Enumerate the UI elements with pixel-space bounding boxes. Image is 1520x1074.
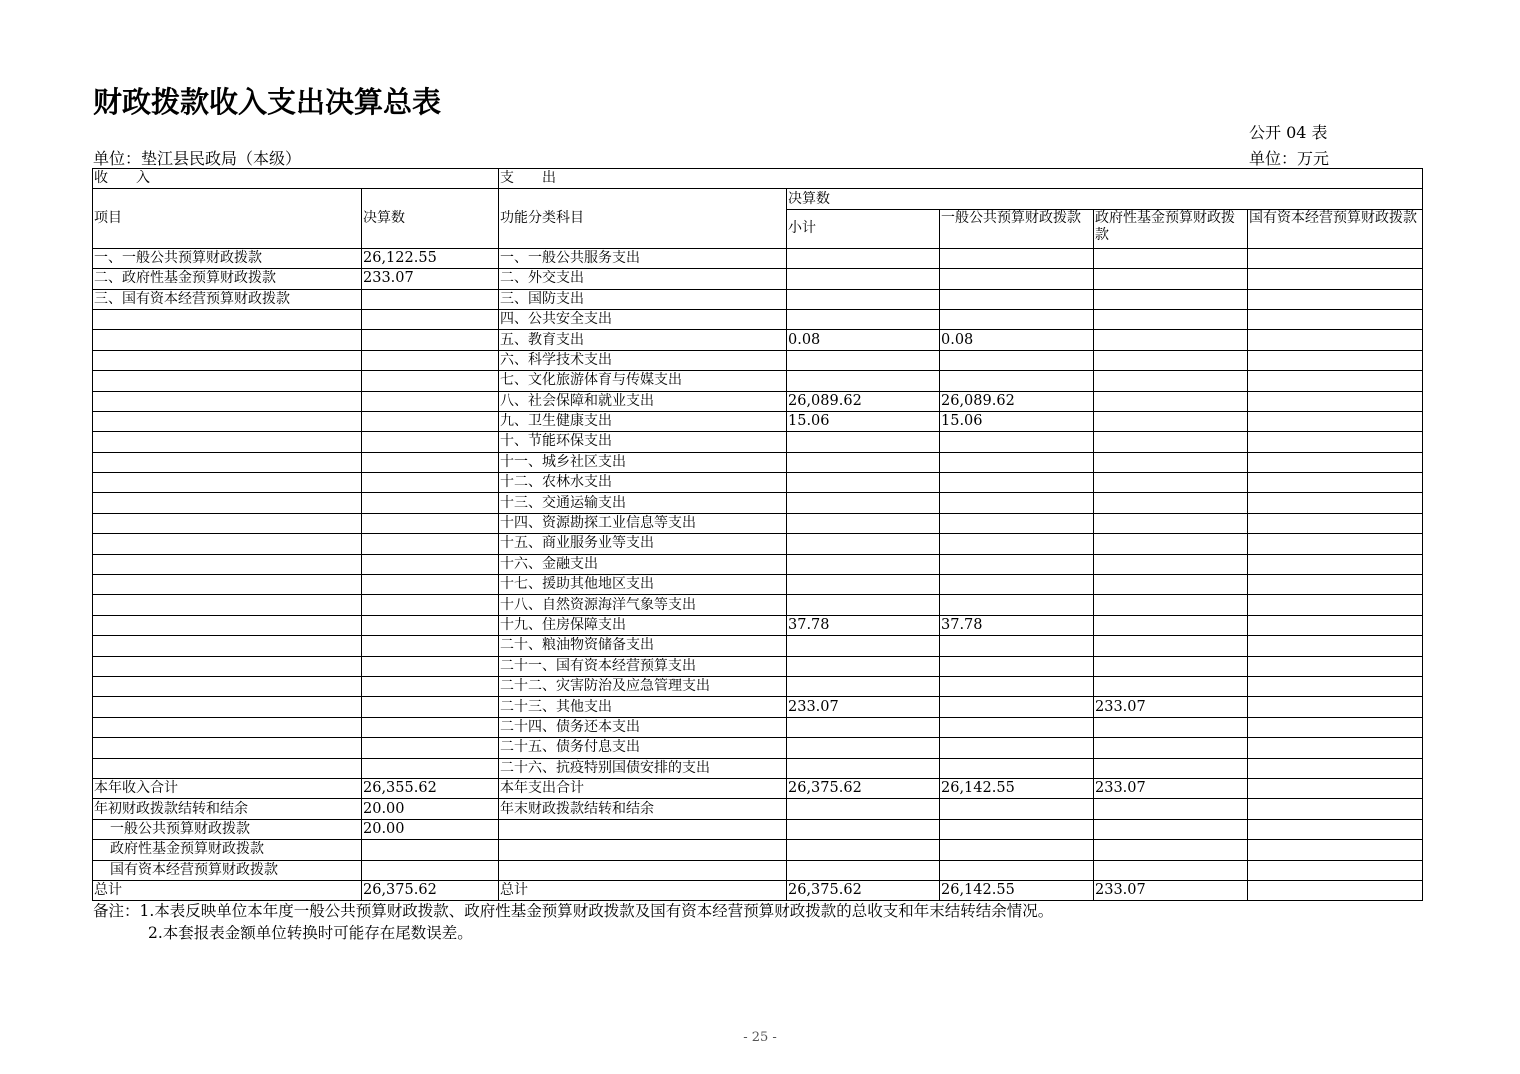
state-capital-cell — [1248, 248, 1423, 268]
subtotal-cell — [787, 452, 940, 472]
state-capital-cell — [1248, 778, 1423, 798]
income-item-cell: 一、一般公共预算财政拨款 — [93, 248, 362, 268]
income-amount-cell — [362, 309, 499, 329]
general-budget-cell: 0.08 — [940, 330, 1094, 350]
category-cell — [499, 840, 787, 860]
state-capital-cell — [1248, 860, 1423, 880]
general-budget-cell — [940, 350, 1094, 370]
gov-fund-cell — [1094, 513, 1248, 533]
state-capital-cell — [1248, 697, 1423, 717]
subtotal-cell: 15.06 — [787, 411, 940, 431]
gov-fund-cell — [1094, 758, 1248, 778]
subtotal-cell: 233.07 — [787, 697, 940, 717]
income-item-cell — [93, 738, 362, 758]
state-capital-cell — [1248, 799, 1423, 819]
state-capital-cell — [1248, 289, 1423, 309]
category-cell: 十三、交通运输支出 — [499, 493, 787, 513]
summary-row — [93, 778, 1423, 798]
general-budget-cell — [940, 575, 1094, 595]
income-item-cell: 一般公共预算财政拨款 — [93, 819, 362, 839]
income-item-cell: 二、政府性基金预算财政拨款 — [93, 269, 362, 289]
state-capital-cell — [1248, 391, 1423, 411]
summary-row — [93, 860, 1423, 880]
subtotal-cell — [787, 473, 940, 493]
general-budget-cell — [940, 819, 1094, 839]
category-cell: 十、节能环保支出 — [499, 432, 787, 452]
state-capital-cell — [1248, 411, 1423, 431]
subtotal-cell — [787, 554, 940, 574]
general-budget-cell — [940, 758, 1094, 778]
income-item-cell — [93, 676, 362, 696]
state-capital-cell — [1248, 309, 1423, 329]
table-row — [93, 758, 1423, 778]
state-capital-cell — [1248, 717, 1423, 737]
gov-fund-cell — [1094, 860, 1248, 880]
general-budget-cell — [940, 676, 1094, 696]
table-row — [93, 350, 1423, 370]
table-row — [93, 473, 1423, 493]
category-cell: 九、卫生健康支出 — [499, 411, 787, 431]
gov-fund-cell — [1094, 269, 1248, 289]
gov-fund-cell — [1094, 738, 1248, 758]
subtotal-cell — [787, 676, 940, 696]
income-item-cell — [93, 656, 362, 676]
income-amount-cell: 26,375.62 — [362, 880, 499, 900]
subtotal-cell — [787, 758, 940, 778]
subtotal-cell — [787, 595, 940, 615]
general-budget-cell — [940, 656, 1094, 676]
gov-fund-cell — [1094, 656, 1248, 676]
category-cell: 本年支出合计 — [499, 778, 787, 798]
gov-fund-cell — [1094, 248, 1248, 268]
general-budget-cell: 26,089.62 — [940, 391, 1094, 411]
gov-fund-cell: 233.07 — [1094, 697, 1248, 717]
state-capital-cell — [1248, 595, 1423, 615]
gov-fund-cell — [1094, 534, 1248, 554]
gov-fund-cell — [1094, 493, 1248, 513]
category-cell: 六、科学技术支出 — [499, 350, 787, 370]
income-amount-cell — [362, 615, 499, 635]
general-budget-cell — [940, 432, 1094, 452]
state-capital-cell — [1248, 656, 1423, 676]
income-item-cell — [93, 717, 362, 737]
category-cell: 五、教育支出 — [499, 330, 787, 350]
form-number: 公开 04 表 — [1249, 123, 1328, 142]
gov-fund-cell — [1094, 676, 1248, 696]
income-item-cell — [93, 350, 362, 370]
income-amount-cell — [362, 452, 499, 472]
note-1: 备注：1.本表反映单位本年度一般公共预算财政拨款、政府性基金预算财政拨款及国有资本经营预算财政拨款的总收支和年末结转结余情况。 — [93, 902, 1054, 920]
state-capital-cell — [1248, 452, 1423, 472]
category-cell: 二十四、债务还本支出 — [499, 717, 787, 737]
reporting-unit: 单位：垫江县民政局（本级） — [93, 149, 302, 168]
subtotal-cell — [787, 799, 940, 819]
income-item-cell — [93, 513, 362, 533]
state-capital-cell — [1248, 676, 1423, 696]
state-capital-cell — [1248, 840, 1423, 860]
table-row — [93, 411, 1423, 431]
subtotal-cell — [787, 636, 940, 656]
summary-row — [93, 880, 1423, 900]
income-amount-cell: 26,355.62 — [362, 778, 499, 798]
state-capital-cell — [1248, 473, 1423, 493]
general-budget-cell — [940, 248, 1094, 268]
income-item-cell — [93, 493, 362, 513]
income-item-cell: 政府性基金预算财政拨款 — [93, 840, 362, 860]
table-row — [93, 493, 1423, 513]
income-amount-cell — [362, 432, 499, 452]
category-cell: 十一、城乡社区支出 — [499, 452, 787, 472]
table-row — [93, 371, 1423, 391]
general-budget-cell — [940, 289, 1094, 309]
subtotal-cell — [787, 513, 940, 533]
gov-fund-cell — [1094, 371, 1248, 391]
subtotal-cell — [787, 309, 940, 329]
gov-fund-cell — [1094, 840, 1248, 860]
subtotal-cell: 0.08 — [787, 330, 940, 350]
table-row — [93, 309, 1423, 329]
state-capital-cell — [1248, 513, 1423, 533]
gov-fund-cell — [1094, 289, 1248, 309]
category-cell: 十五、商业服务业等支出 — [499, 534, 787, 554]
state-capital-cell — [1248, 554, 1423, 574]
income-amount-cell — [362, 554, 499, 574]
general-budget-cell — [940, 493, 1094, 513]
gov-fund-cell: 233.07 — [1094, 778, 1248, 798]
income-item-cell — [93, 432, 362, 452]
general-budget-cell — [940, 738, 1094, 758]
income-item-cell — [93, 636, 362, 656]
subtotal-cell — [787, 432, 940, 452]
category-cell: 一、一般公共服务支出 — [499, 248, 787, 268]
income-amount-cell — [362, 534, 499, 554]
general-budget-cell — [940, 697, 1094, 717]
table-row — [93, 391, 1423, 411]
general-budget-cell — [940, 513, 1094, 533]
func-category-header: 功能分类科目 — [499, 189, 787, 248]
category-cell: 二十一、国有资本经营预算支出 — [499, 656, 787, 676]
state-capital-cell — [1248, 534, 1423, 554]
gov-fund-cell — [1094, 350, 1248, 370]
expense-header: 支 出 — [499, 169, 1423, 189]
income-amount-cell — [362, 656, 499, 676]
category-cell: 二十六、抗疫特别国债安排的支出 — [499, 758, 787, 778]
gov-fund-cell — [1094, 473, 1248, 493]
general-budget-cell — [940, 840, 1094, 860]
state-capital-cell — [1248, 330, 1423, 350]
general-budget-cell — [940, 371, 1094, 391]
income-amount-cell — [362, 738, 499, 758]
subtotal-cell — [787, 350, 940, 370]
income-amount-cell — [362, 636, 499, 656]
table-row — [93, 717, 1423, 737]
subtotal-cell: 26,375.62 — [787, 880, 940, 900]
income-item-cell: 三、国有资本经营预算财政拨款 — [93, 289, 362, 309]
table-row — [93, 697, 1423, 717]
gov-fund-cell — [1094, 575, 1248, 595]
general-budget-header: 一般公共预算财政拨款 — [940, 209, 1094, 248]
subtotal-header: 小计 — [787, 209, 940, 248]
gov-fund-cell — [1094, 636, 1248, 656]
income-amount-cell — [362, 330, 499, 350]
income-item-cell: 总计 — [93, 880, 362, 900]
income-item-cell — [93, 391, 362, 411]
table-row — [93, 636, 1423, 656]
gov-fund-cell — [1094, 432, 1248, 452]
subtotal-cell — [787, 717, 940, 737]
summary-row — [93, 840, 1423, 860]
summary-row — [93, 799, 1423, 819]
general-budget-cell: 26,142.55 — [940, 778, 1094, 798]
category-cell: 十二、农林水支出 — [499, 473, 787, 493]
state-capital-cell — [1248, 269, 1423, 289]
notes — [93, 900, 1053, 944]
category-cell: 十四、资源勘探工业信息等支出 — [499, 513, 787, 533]
income-item-cell — [93, 411, 362, 431]
income-item-cell — [93, 554, 362, 574]
category-cell: 十七、援助其他地区支出 — [499, 575, 787, 595]
subtotal-cell: 37.78 — [787, 615, 940, 635]
general-budget-cell — [940, 554, 1094, 574]
general-budget-cell — [940, 269, 1094, 289]
table-row — [93, 289, 1423, 309]
general-budget-cell — [940, 717, 1094, 737]
state-capital-cell — [1248, 575, 1423, 595]
income-item-cell — [93, 615, 362, 635]
category-cell: 二、外交支出 — [499, 269, 787, 289]
income-amount-cell: 20.00 — [362, 799, 499, 819]
subtotal-cell — [787, 248, 940, 268]
table-row — [93, 534, 1423, 554]
general-budget-cell — [940, 452, 1094, 472]
gov-fund-cell — [1094, 554, 1248, 574]
final-amount-group-header: 决算数 — [787, 189, 1423, 209]
note-2: 2.本套报表金额单位转换时可能存在尾数误差。 — [148, 924, 473, 942]
income-amount-cell: 20.00 — [362, 819, 499, 839]
subtotal-cell — [787, 738, 940, 758]
category-cell: 二十、粮油物资储备支出 — [499, 636, 787, 656]
state-capital-cell — [1248, 738, 1423, 758]
general-budget-cell — [940, 636, 1094, 656]
subtotal-cell — [787, 575, 940, 595]
header-row-2 — [93, 189, 1423, 209]
category-cell: 八、社会保障和就业支出 — [499, 391, 787, 411]
table-row — [93, 554, 1423, 574]
final-amount-header: 决算数 — [362, 189, 499, 248]
category-cell — [499, 819, 787, 839]
state-capital-cell — [1248, 636, 1423, 656]
table-row — [93, 676, 1423, 696]
income-amount-cell — [362, 391, 499, 411]
state-capital-cell — [1248, 819, 1423, 839]
income-item-cell — [93, 330, 362, 350]
subtotal-cell — [787, 860, 940, 880]
state-capital-header: 国有资本经营预算财政拨款 — [1248, 209, 1423, 248]
income-amount-cell — [362, 289, 499, 309]
category-cell: 十六、金融支出 — [499, 554, 787, 574]
table-row — [93, 248, 1423, 268]
subtotal-cell: 26,089.62 — [787, 391, 940, 411]
category-cell: 二十二、灾害防治及应急管理支出 — [499, 676, 787, 696]
category-cell: 年末财政拨款结转和结余 — [499, 799, 787, 819]
subtotal-cell — [787, 493, 940, 513]
general-budget-cell — [940, 860, 1094, 880]
general-budget-cell — [940, 473, 1094, 493]
state-capital-cell — [1248, 758, 1423, 778]
gov-fund-cell — [1094, 391, 1248, 411]
category-cell: 十九、住房保障支出 — [499, 615, 787, 635]
table-row — [93, 330, 1423, 350]
header-row-1 — [93, 169, 1423, 189]
general-budget-cell: 26,142.55 — [940, 880, 1094, 900]
gov-fund-cell — [1094, 595, 1248, 615]
income-amount-cell — [362, 676, 499, 696]
page-number: - 25 - — [743, 1030, 777, 1045]
table-row — [93, 575, 1423, 595]
income-amount-cell — [362, 575, 499, 595]
income-header: 收 入 — [93, 169, 499, 189]
table-row — [93, 269, 1423, 289]
table-row — [93, 595, 1423, 615]
table-row — [93, 656, 1423, 676]
table-row — [93, 738, 1423, 758]
income-amount-cell — [362, 371, 499, 391]
income-item-cell — [93, 473, 362, 493]
subtotal-cell — [787, 656, 940, 676]
income-amount-cell — [362, 595, 499, 615]
income-amount-cell — [362, 513, 499, 533]
subtotal-cell — [787, 289, 940, 309]
subtotal-cell: 26,375.62 — [787, 778, 940, 798]
table-row — [93, 513, 1423, 533]
gov-fund-cell — [1094, 411, 1248, 431]
income-amount-cell — [362, 493, 499, 513]
income-amount-cell — [362, 411, 499, 431]
income-amount-cell: 26,122.55 — [362, 248, 499, 268]
gov-fund-cell — [1094, 309, 1248, 329]
gov-fund-cell — [1094, 615, 1248, 635]
category-cell: 三、国防支出 — [499, 289, 787, 309]
gov-fund-cell: 233.07 — [1094, 880, 1248, 900]
general-budget-cell — [940, 534, 1094, 554]
page-title: 财政拨款收入支出决算总表 — [93, 85, 442, 119]
state-capital-cell — [1248, 880, 1423, 900]
general-budget-cell: 37.78 — [940, 615, 1094, 635]
income-item-cell: 国有资本经营预算财政拨款 — [93, 860, 362, 880]
state-capital-cell — [1248, 350, 1423, 370]
category-cell: 十八、自然资源海洋气象等支出 — [499, 595, 787, 615]
category-cell: 四、公共安全支出 — [499, 309, 787, 329]
subtotal-cell — [787, 840, 940, 860]
income-amount-cell: 233.07 — [362, 269, 499, 289]
summary-row — [93, 819, 1423, 839]
income-amount-cell — [362, 758, 499, 778]
category-cell: 总计 — [499, 880, 787, 900]
income-amount-cell — [362, 860, 499, 880]
state-capital-cell — [1248, 432, 1423, 452]
table-row — [93, 452, 1423, 472]
category-cell — [499, 860, 787, 880]
state-capital-cell — [1248, 615, 1423, 635]
state-capital-cell — [1248, 371, 1423, 391]
income-item-cell: 本年收入合计 — [93, 778, 362, 798]
gov-fund-header: 政府性基金预算财政拨款 — [1094, 209, 1248, 248]
category-cell: 七、文化旅游体育与传媒支出 — [499, 371, 787, 391]
income-item-cell — [93, 575, 362, 595]
general-budget-cell — [940, 799, 1094, 819]
subtotal-cell — [787, 269, 940, 289]
income-amount-cell — [362, 350, 499, 370]
subtotal-cell — [787, 819, 940, 839]
table-row — [93, 615, 1423, 635]
gov-fund-cell — [1094, 452, 1248, 472]
income-amount-cell — [362, 840, 499, 860]
currency-unit: 单位：万元 — [1249, 149, 1330, 168]
category-cell: 二十五、债务付息支出 — [499, 738, 787, 758]
item-header: 项目 — [93, 189, 362, 248]
category-cell: 二十三、其他支出 — [499, 697, 787, 717]
gov-fund-cell — [1094, 330, 1248, 350]
gov-fund-cell — [1094, 819, 1248, 839]
income-amount-cell — [362, 473, 499, 493]
income-item-cell — [93, 534, 362, 554]
income-item-cell: 年初财政拨款结转和结余 — [93, 799, 362, 819]
income-item-cell — [93, 371, 362, 391]
gov-fund-cell — [1094, 717, 1248, 737]
budget-table — [92, 168, 1423, 901]
subtotal-cell — [787, 534, 940, 554]
income-item-cell — [93, 697, 362, 717]
income-item-cell — [93, 758, 362, 778]
subtotal-cell — [787, 371, 940, 391]
income-item-cell — [93, 452, 362, 472]
income-item-cell — [93, 595, 362, 615]
table-row — [93, 432, 1423, 452]
state-capital-cell — [1248, 493, 1423, 513]
general-budget-cell — [940, 309, 1094, 329]
general-budget-cell — [940, 595, 1094, 615]
income-amount-cell — [362, 717, 499, 737]
gov-fund-cell — [1094, 799, 1248, 819]
income-amount-cell — [362, 697, 499, 717]
general-budget-cell: 15.06 — [940, 411, 1094, 431]
income-item-cell — [93, 309, 362, 329]
